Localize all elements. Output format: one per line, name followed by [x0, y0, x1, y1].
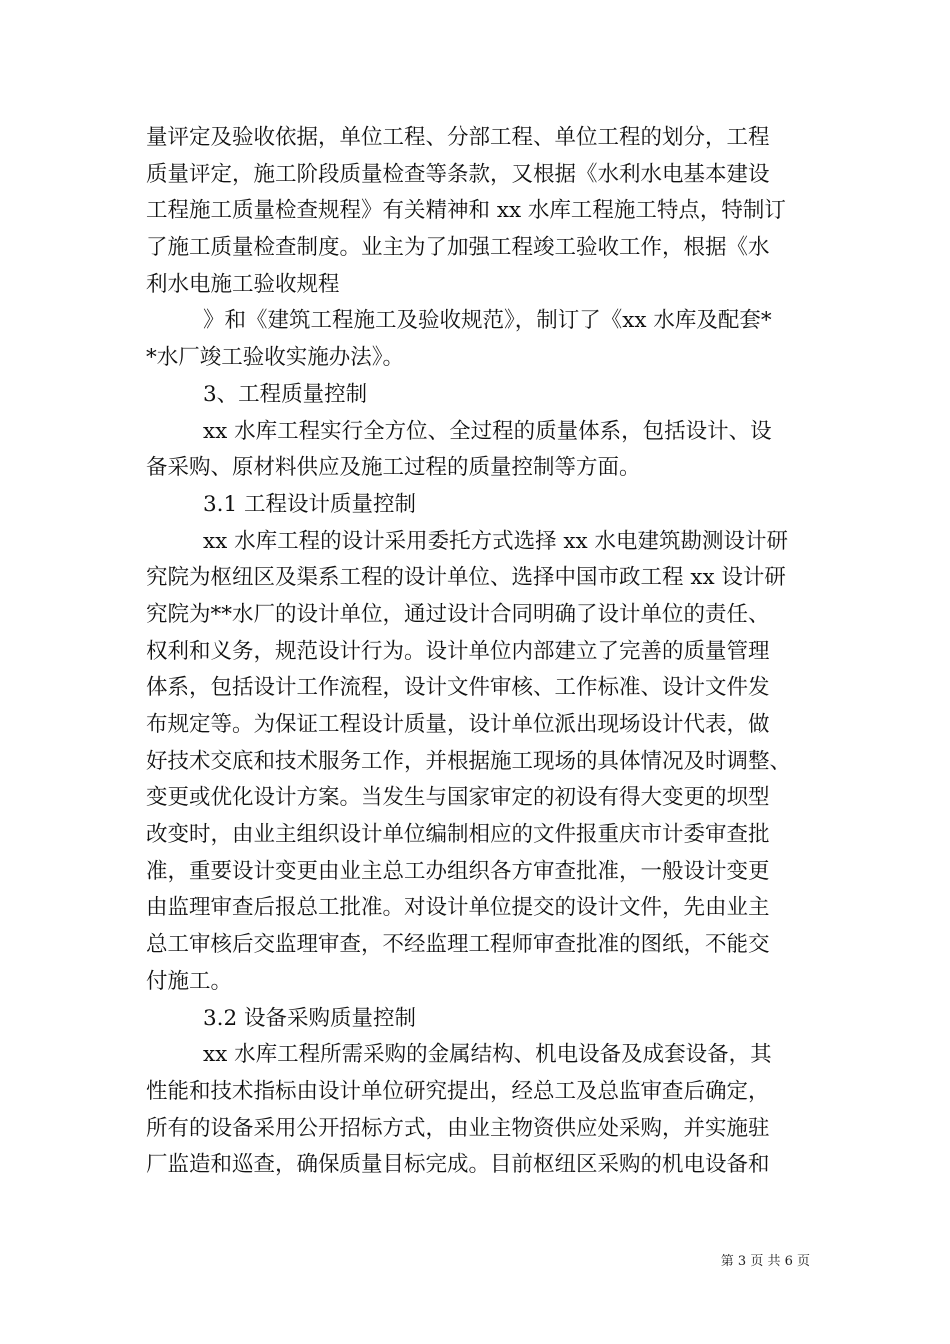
text-line: 所有的设备采用公开招标方式，由业主物资供应处采购，并实施驻	[146, 1115, 770, 1141]
text-line: 究院为**水厂的设计单位，通过设计合同明确了设计单位的责任、	[146, 601, 770, 627]
text-line: xx 水库工程所需采购的金属结构、机电设备及成套设备，其	[203, 1042, 772, 1068]
text-line: 厂监造和巡查，确保质量目标完成。目前枢纽区采购的机电设备和	[146, 1152, 770, 1178]
text-line: 3.2 设备采购质量控制	[203, 1005, 417, 1031]
text-line: 布规定等。为保证工程设计质量，设计单位派出现场设计代表，做	[146, 712, 770, 737]
text-line: 3、工程质量控制	[203, 381, 368, 407]
text-line: 由监理审查后报总工批准。对设计单位提交的设计文件，先由业主	[146, 895, 770, 921]
text-line: 权利和义务，规范设计行为。设计单位内部建立了完善的质量管理	[146, 638, 770, 664]
text-line: xx 水库工程的设计采用委托方式选择 xx 水电建筑勘测设计研	[203, 528, 789, 554]
text-line: 3.1 工程设计质量控制	[203, 491, 417, 517]
text-line: 改变时，由业主组织设计单位编制相应的文件报重庆市计委审查批	[146, 822, 770, 848]
text-line: *水厂竣工验收实施办法》。	[146, 345, 405, 371]
text-line: 变更或优化设计方案。当发生与国家审定的初设有得大变更的坝型	[146, 785, 770, 811]
text-line: xx 水库工程实行全方位、全过程的质量体系，包括设计、设	[203, 418, 772, 444]
text-line: 准，重要设计变更由业主总工办组织各方审查批准，一般设计变更	[146, 858, 770, 884]
text-line: 》和《建筑工程施工及验收规范》，制订了《xx 水库及配套*	[203, 308, 772, 334]
text-line: 量评定及验收依据，单位工程、分部工程、单位工程的划分，工程	[146, 125, 770, 150]
text-line: 利水电施工验收规程	[146, 271, 340, 297]
text-line: 好技术交底和技术服务工作，并根据施工现场的具体情况及时调整、	[146, 748, 792, 774]
text-line: 体系，包括设计工作流程，设计文件审核、工作标准、设计文件发	[146, 675, 770, 701]
text-line: 备采购、原材料供应及施工过程的质量控制等方面。	[146, 455, 641, 481]
page-number: 第 3 页 共 6 页	[720, 1254, 810, 1269]
text-line: 究院为枢纽区及渠系工程的设计单位、选择中国市政工程 xx 设计研	[146, 565, 786, 591]
text-line: 了施工质量检查制度。业主为了加强工程竣工验收工作，根据《水	[146, 235, 770, 261]
text-line: 工程施工质量检查规程》有关精神和 xx 水库工程施工特点，特制订	[146, 198, 786, 224]
body-text	[146, 120, 806, 1184]
text-line: 质量评定，施工阶段质量检查等条款，又根据《水利水电基本建设	[146, 161, 770, 187]
text-line: 付施工。	[146, 968, 233, 994]
text-line: 性能和技术指标由设计单位研究提出，经总工及总监审查后确定，	[146, 1078, 770, 1104]
text-line: 总工审核后交监理审查，不经监理工程师审查批准的图纸，不能交	[146, 932, 770, 958]
